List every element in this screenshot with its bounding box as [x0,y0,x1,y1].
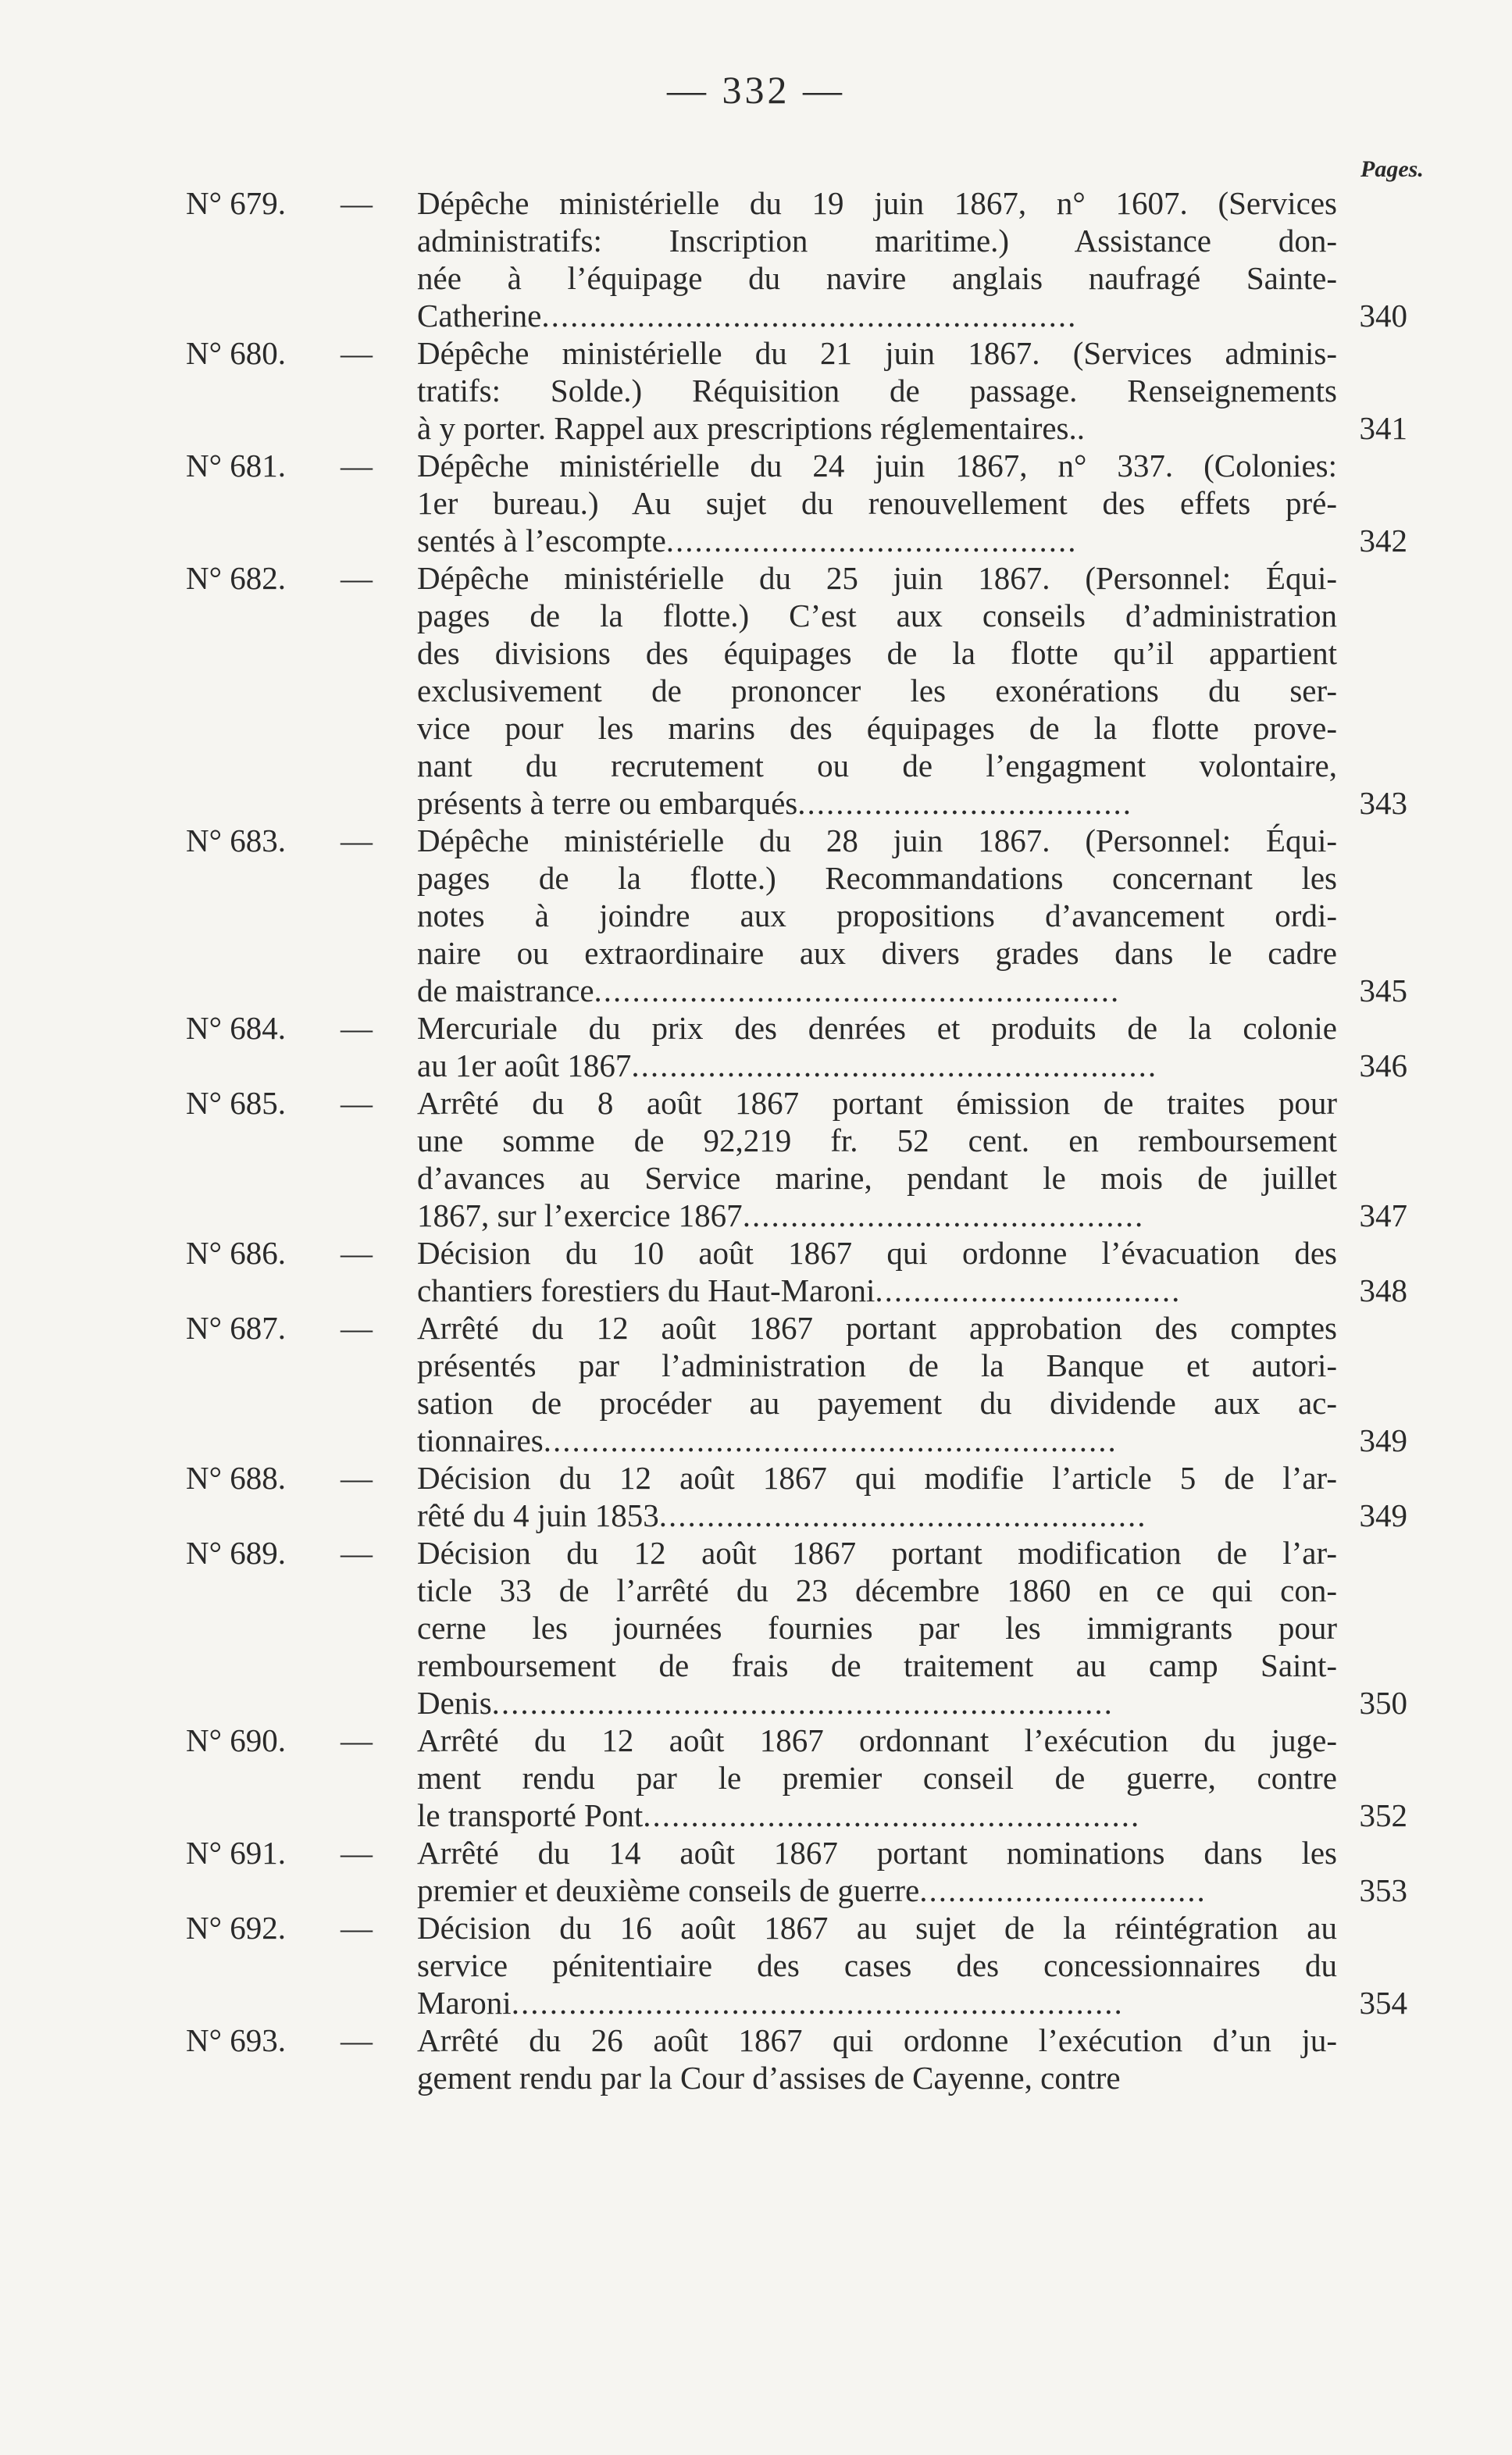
entry-dash: — [341,1535,373,1571]
toc-entry [0,822,1512,1009]
entry-number: N° 680. [186,335,287,371]
entry-line [0,972,1512,1009]
entry-text: Décision du 12 août 1867 portant modification de l’ar- [417,1535,1337,1571]
entry-text: d’avances au Service marine, pendant le mois de juillet [417,1160,1337,1196]
entry-text: tratifs: Solde.) Réquisition de passage. Renseignements [417,373,1337,409]
entry-line [0,1609,1512,1647]
entry-page-number: 342 [1359,523,1407,558]
entry-text: une somme de 92,219 fr. 52 cent. en remboursement [417,1122,1337,1158]
entry-text: ment rendu par le premier conseil de guerre, contre [417,1760,1337,1796]
toc-entry [0,559,1512,822]
pages-column-label: Pages. [1360,156,1424,182]
entry-line [0,1909,1512,1947]
entry-page-number: 340 [1359,298,1407,334]
entry-line [0,1234,1512,1272]
entry-line [0,1384,1512,1422]
entry-line [0,1497,1512,1534]
entry-text: pages de la flotte.) Recommandations concernant les [417,860,1337,896]
entry-line [0,297,1512,334]
entry-line [0,1984,1512,2021]
entry-line [0,1122,1512,1159]
entry-line [0,672,1512,709]
entry-number: N° 693. [186,2022,287,2058]
dot-leader: ........................................... [665,523,1078,558]
entry-line [0,2059,1512,2096]
entry-text: Arrêté du 12 août 1867 ordonnant l’exécution du juge- [417,1722,1337,1758]
dot-leader: ................................................... [658,1497,1147,1533]
toc-entry [0,1459,1512,1534]
toc-entry [0,1909,1512,2021]
dot-leader: ....................................................... [594,972,1121,1008]
entry-text: Arrêté du 14 août 1867 portant nominations dans les [417,1835,1337,1871]
entry-text: 1867, sur l’exercice 1867.......................................... [417,1197,1145,1233]
dot-leader: .............................. [919,1872,1207,1908]
entry-line [0,934,1512,972]
entry-page-number: 353 [1359,1872,1407,1908]
entry-text: premier et deuxième conseils de guerre.............................. [417,1872,1207,1908]
toc-entry [0,1834,1512,1909]
entry-text: remboursement de frais de traitement au camp Saint- [417,1647,1337,1683]
dot-leader: ................................ [875,1272,1182,1308]
entry-line [0,1684,1512,1722]
table-of-contents [0,184,1512,2096]
entry-text: Dépêche ministérielle du 25 juin 1867. (Personnel: Équi- [417,560,1337,596]
entry-text: présentés par l’administration de la Banque et autori- [417,1347,1337,1383]
entry-line [0,1534,1512,1572]
entry-dash: — [341,335,373,371]
dot-leader: .......................................... [742,1197,1145,1233]
entry-line [0,1722,1512,1759]
toc-entry [0,1009,1512,1084]
entry-page-number: 345 [1359,972,1407,1008]
entry-line [0,1272,1512,1309]
entry-line [0,897,1512,934]
entry-line [0,597,1512,634]
entry-text: naire ou extraordinaire aux divers grades dans le cadre [417,935,1337,971]
dot-leader: ................................................................. [491,1685,1114,1721]
dot-leader: ................................................................ [511,1985,1124,2021]
entry-text: Maroni................................................................ [417,1985,1124,2021]
entry-text: gement rendu par la Cour d’assises de Cayenne, contre [417,2060,1121,2096]
entry-line [0,559,1512,597]
entry-text: Arrêté du 26 août 1867 qui ordonne l’exécution d’un ju- [417,2022,1337,2058]
entry-line [0,822,1512,859]
entry-number: N° 688. [186,1460,287,1496]
entry-dash: — [341,1722,373,1758]
entry-text: Arrêté du 12 août 1867 portant approbation des comptes [417,1310,1337,1346]
entry-page-number: 352 [1359,1797,1407,1833]
entry-text: ticle 33 de l’arrêté du 23 décembre 1860 en ce qui con- [417,1572,1337,1608]
toc-entry [0,1722,1512,1834]
dot-leader: ........................................................ [541,298,1078,334]
toc-entry [0,1084,1512,1234]
entry-number: N° 691. [186,1835,287,1871]
entry-number: N° 686. [186,1235,287,1271]
entry-text: cerne les journées fournies par les immigrants pour [417,1610,1337,1646]
entry-page-number: 349 [1359,1422,1407,1458]
entry-text: nant du recrutement ou de l’engagment volontaire, [417,748,1337,783]
entry-line [0,259,1512,297]
entry-line [0,1872,1512,1909]
entry-line [0,222,1512,259]
entry-dash: — [341,1460,373,1496]
entry-number: N° 679. [186,185,287,221]
entry-line [0,1347,1512,1384]
entry-text: présents à terre ou embarqués................................... [417,785,1132,821]
entry-text: chantiers forestiers du Haut-Maroni................................ [417,1272,1182,1308]
entry-dash: — [341,448,373,484]
entry-line [0,484,1512,522]
entry-number: N° 687. [186,1310,287,1346]
entry-text: Dépêche ministérielle du 28 juin 1867. (Personnel: Équi- [417,822,1337,858]
entry-line [0,859,1512,897]
entry-dash: — [341,1910,373,1946]
toc-entry [0,2021,1512,2096]
entry-number: N° 690. [186,1722,287,1758]
entry-dash: — [341,1235,373,1271]
entry-dash: — [341,185,373,221]
entry-dash: — [341,1310,373,1346]
entry-text: Denis................................................................. [417,1685,1114,1721]
entry-line [0,1159,1512,1197]
entry-page-number: 346 [1359,1047,1407,1083]
entry-dash: — [341,822,373,858]
entry-text: notes à joindre aux propositions d’avancement ordi- [417,897,1337,933]
entry-text: rêté du 4 juin 1853................................................... [417,1497,1147,1533]
entry-text: sentés à l’escompte........................................... [417,523,1078,558]
entry-text: Arrêté du 8 août 1867 portant émission de traites pour [417,1085,1337,1121]
entry-text: sation de procéder au payement du dividende aux ac- [417,1385,1337,1421]
entry-number: N° 683. [186,822,287,858]
toc-entry [0,1234,1512,1309]
entry-line [0,634,1512,672]
dot-leader: .................................................... [643,1797,1141,1833]
entry-number: N° 685. [186,1085,287,1121]
entry-text: service pénitentiaire des cases des concessionnaires du [417,1947,1337,1983]
entry-text: de maistrance....................................................... [417,972,1121,1008]
entry-text: administratifs: Inscription maritime.) Assistance don- [417,223,1337,259]
entry-page-number: 350 [1359,1685,1407,1721]
entry-line [0,1197,1512,1234]
entry-dash: — [341,2022,373,2058]
entry-text: le transporté Pont.................................................... [417,1797,1141,1833]
entry-line [0,372,1512,409]
entry-text: 1er bureau.) Au sujet du renouvellement des effets pré- [417,485,1337,521]
entry-number: N° 692. [186,1910,287,1946]
entry-page-number: 348 [1359,1272,1407,1308]
entry-line [0,1759,1512,1797]
entry-line [0,784,1512,822]
entry-line [0,184,1512,222]
entry-number: N° 682. [186,560,287,596]
entry-number: N° 681. [186,448,287,484]
entry-page-number: 349 [1359,1497,1407,1533]
entry-text: au 1er août 1867....................................................... [417,1047,1158,1083]
entry-line [0,409,1512,447]
entry-number: N° 689. [186,1535,287,1571]
entry-line [0,1459,1512,1497]
entry-line [0,1572,1512,1609]
toc-entry [0,1534,1512,1722]
entry-page-number: 343 [1359,785,1407,821]
entry-line [0,1947,1512,1984]
entry-line [0,1009,1512,1047]
entry-dash: — [341,560,373,596]
entry-text: des divisions des équipages de la flotte qu’il appartient [417,635,1337,671]
entry-text: Décision du 16 août 1867 au sujet de la réintégration au [417,1910,1337,1946]
entry-line [0,1084,1512,1122]
dot-leader: ................................... [797,785,1132,821]
entry-page-number: 347 [1359,1197,1407,1233]
entry-text: Dépêche ministérielle du 19 juin 1867, n° 1607. (Services [417,185,1337,221]
entry-line [0,2021,1512,2059]
entry-text: pages de la flotte.) C’est aux conseils d’administration [417,598,1337,633]
dot-leader: ....................................................... [631,1047,1158,1083]
entry-text: tionnaires............................................................ [417,1422,1118,1458]
entry-text: Mercuriale du prix des denrées et produits de la colonie [417,1010,1337,1046]
entry-text: née à l’équipage du navire anglais naufragé Sainte- [417,260,1337,296]
dot-leader: ............................................................ [543,1422,1118,1458]
entry-text: Catherine........................................................ [417,298,1078,334]
entry-text: exclusivement de prononcer les exonérations du ser- [417,673,1337,708]
entry-line [0,1047,1512,1084]
toc-entry [0,184,1512,334]
entry-page-number: 354 [1359,1985,1407,2021]
entry-text: vice pour les marins des équipages de la flotte prove- [417,710,1337,746]
entry-page-number: 341 [1359,410,1407,446]
entry-line [0,334,1512,372]
entry-text: Dépêche ministérielle du 21 juin 1867. (Services adminis- [417,335,1337,371]
entry-line [0,1309,1512,1347]
entry-line [0,522,1512,559]
entry-text: Décision du 12 août 1867 qui modifie l’article 5 de l’ar- [417,1460,1337,1496]
toc-entry [0,334,1512,447]
toc-entry [0,1309,1512,1459]
entry-line [0,1422,1512,1459]
entry-text: Dépêche ministérielle du 24 juin 1867, n° 337. (Colonies: [417,448,1337,484]
entry-line [0,447,1512,484]
entry-line [0,747,1512,784]
entry-line [0,1647,1512,1684]
entry-text: Décision du 10 août 1867 qui ordonne l’évacuation des [417,1235,1337,1271]
entry-dash: — [341,1085,373,1121]
entry-text: à y porter. Rappel aux prescriptions réglementaires.. [417,410,1086,446]
page-number: — 332 — [667,68,845,112]
toc-entry [0,447,1512,559]
entry-line [0,709,1512,747]
entry-line [0,1834,1512,1872]
entry-dash: — [341,1835,373,1871]
entry-dash: — [341,1010,373,1046]
entry-number: N° 684. [186,1010,287,1046]
entry-line [0,1797,1512,1834]
